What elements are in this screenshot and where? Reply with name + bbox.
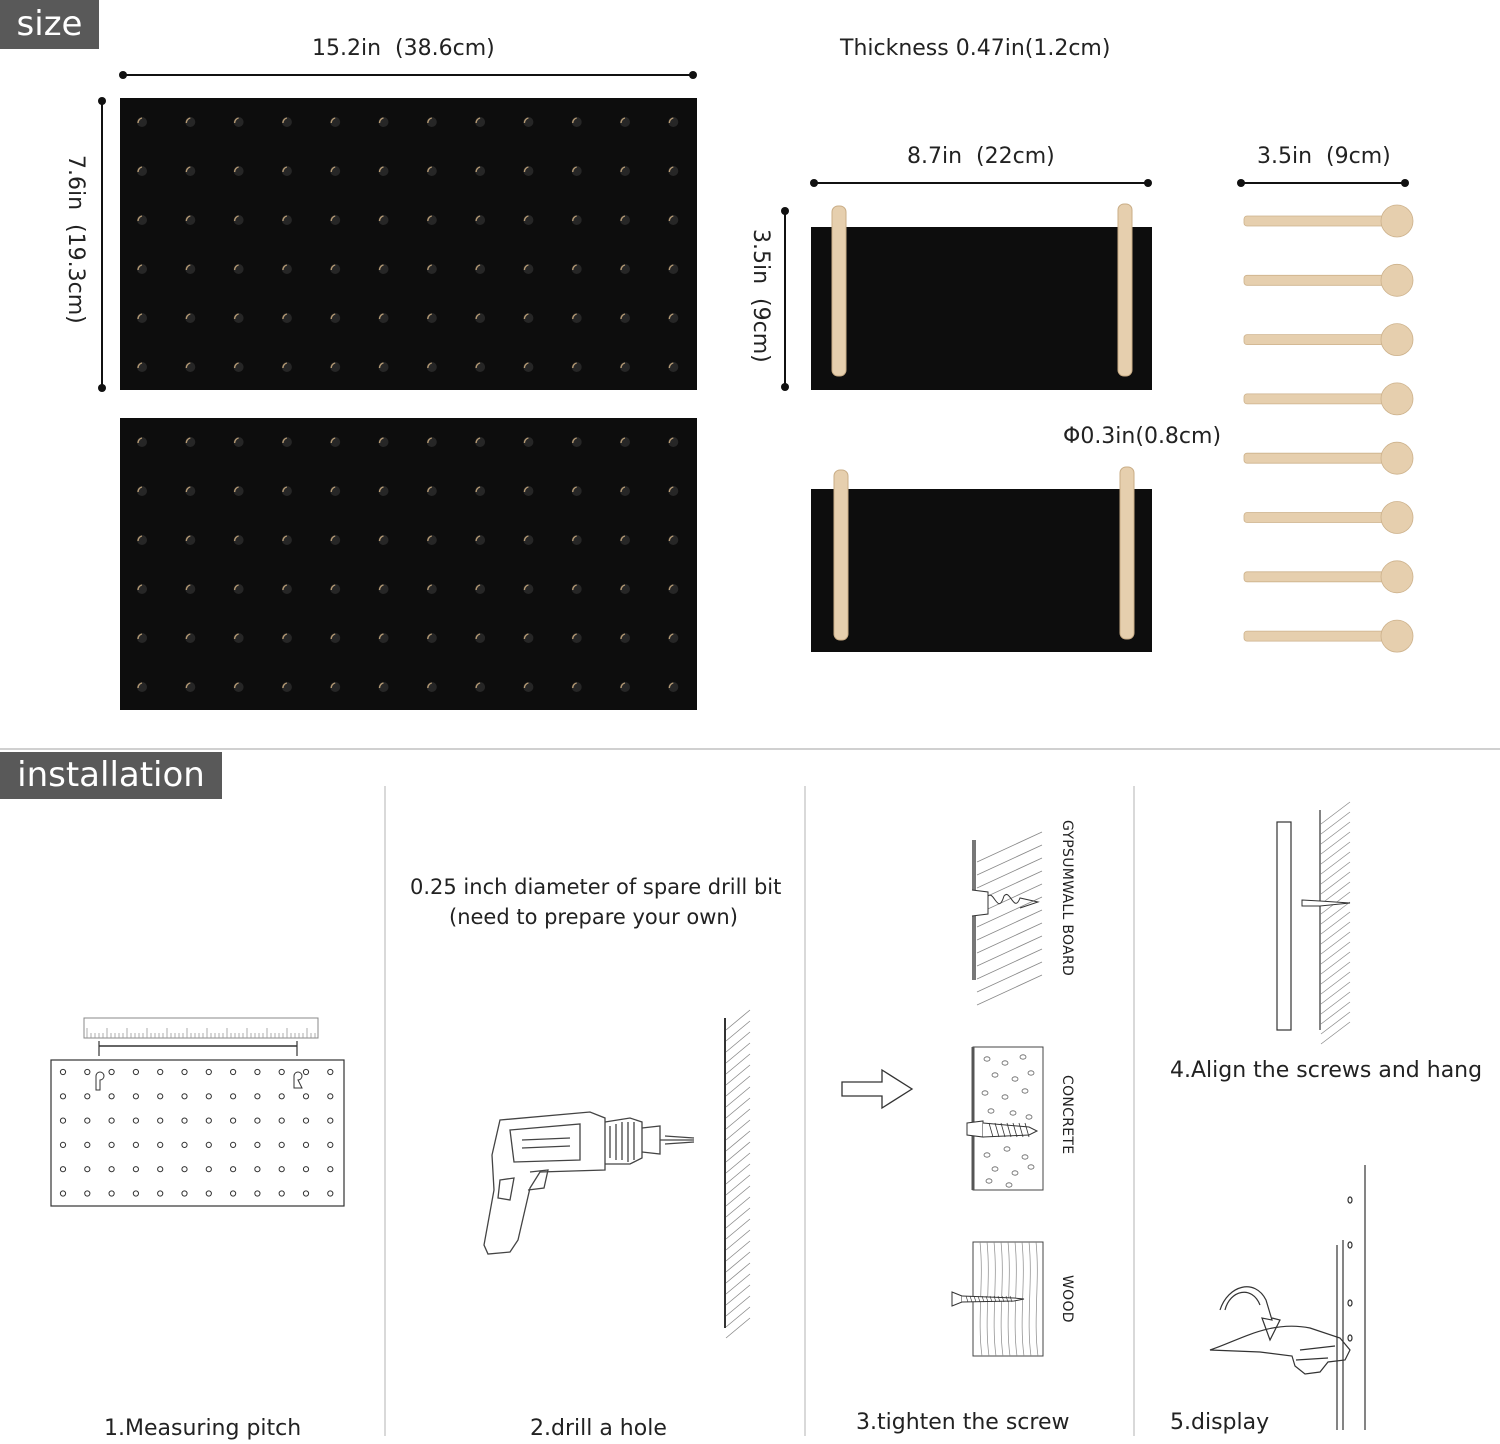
shelf-height-label: 3.5in (9cm)	[748, 229, 773, 363]
peg-diameter-label: Φ0.3in(0.8cm)	[1063, 424, 1222, 449]
column-separator-1	[384, 786, 386, 1436]
column-separator-3	[1133, 786, 1135, 1436]
drill-illustration	[470, 1100, 710, 1265]
installation-tag: installation	[0, 752, 222, 799]
drill-note-line1: 0.25 inch diameter of spare drill bit	[410, 875, 782, 899]
measuring-illustration	[45, 1010, 355, 1215]
step5-caption: 5.display	[1170, 1410, 1270, 1435]
hand-display-illustration	[1200, 1160, 1380, 1440]
arrow-icon	[840, 1068, 920, 1112]
shelf-width-label: 8.7in (22cm)	[907, 144, 1055, 169]
wood-label: WOOD	[1059, 1275, 1075, 1323]
step4-caption: 4.Align the screws and hang	[1170, 1058, 1483, 1083]
concrete-label: CONCRETE	[1059, 1075, 1075, 1155]
gypsum-wall-illustration	[968, 830, 1058, 990]
section-divider	[0, 748, 1500, 750]
pegboard-height-label: 7.6in (19.3cm)	[63, 155, 88, 324]
wood-wall-illustration	[948, 1240, 1048, 1360]
align-illustration	[1270, 800, 1380, 1035]
pegboard-width-label: 15.2in (38.6cm)	[312, 36, 495, 61]
size-tag: size	[0, 0, 99, 49]
pegboard-bottom	[120, 418, 698, 711]
step2-caption: 2.drill a hole	[530, 1416, 667, 1441]
pegs	[1240, 200, 1420, 660]
shelf-top	[810, 200, 1155, 392]
step1-caption: 1.Measuring pitch	[104, 1416, 302, 1441]
concrete-wall-illustration	[965, 1045, 1050, 1193]
peg-length-label: 3.5in (9cm)	[1257, 144, 1391, 169]
gypsum-label: GYPSUMWALL BOARD	[1059, 820, 1075, 977]
column-separator-2	[804, 786, 806, 1436]
step3-caption: 3.tighten the screw	[856, 1410, 1070, 1435]
drill-note-line2: (need to prepare your own)	[449, 905, 738, 929]
thickness-label: Thickness 0.47in(1.2cm)	[840, 36, 1111, 61]
shelf-bottom	[810, 465, 1155, 655]
pegboard-top	[120, 98, 698, 391]
wall-hatch-drill	[720, 1000, 760, 1330]
